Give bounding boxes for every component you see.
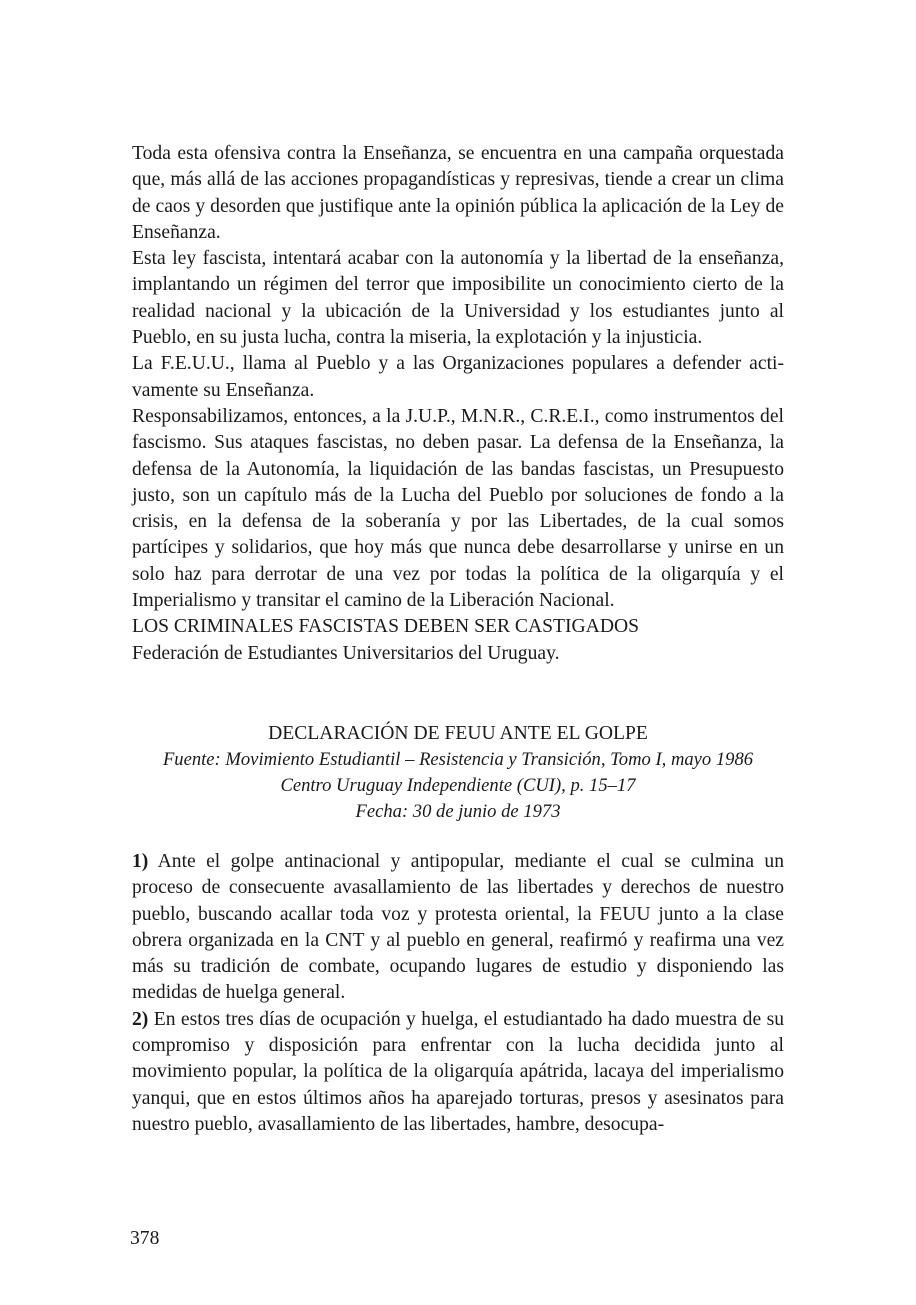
point-1 (132, 849, 784, 1007)
point-2-number: 2) (132, 1008, 149, 1030)
intro-paragraph-4: Responsabilizamos, entonces, a la J.U.P., M.N.R., C.R.E.I., como instrumentos del fascismo. Sus ataques fascistas, no deben pasar. La defensa de la Enseñanza, la defensa de la Autonomía, la liquidación de las bandas fascistas, un Presupuesto justo, son un capítulo más de la Lucha del Pueblo por soluciones de fondo a la crisis, en la defensa de la soberanía y por las Libertades, de la cual somos partícipes y solidarios, que hoy más que nunca debe desarrollarse y unirse en un solo haz para derrotar de una vez por todas la política de la oligarquía y el Imperialismo y transitar el camino de la Liberación Nacional. (132, 405, 784, 612)
page-number: 378 (130, 1228, 160, 1249)
section-body (132, 849, 784, 1138)
intro-paragraph-1: Toda esta ofensiva contra la Enseñanza, se encuentra en una campaña orquestada que, más allá de las acciones propagandísticas y represivas, tiende a crear un clima de caos y desorden que justifique ante la opinión pública la aplicación de la Ley de Enseñanza. (132, 143, 784, 243)
section-heading (132, 720, 784, 825)
section-source-line-2: Centro Uruguay Independiente (CUI), p. 15–17 (280, 774, 636, 796)
intro-paragraph-3: La F.E.U.U., llama al Pueblo y a las Organizaciones populares a defender activamente su Enseñanza. (132, 353, 784, 401)
section-date: Fecha: 30 de junio de 1973 (355, 800, 561, 822)
intro-paragraph-2: Esta ley fascista, intentará acabar con la autonomía y la libertad de la enseñanza, implantando un régimen del terror que imposibilite un conocimiento cierto de la realidad nacional y la ubicación de la Universidad y los estudiantes junto al Pueblo, en su justa lucha, contra la miseria, la explotación y la injusticia. (132, 248, 784, 349)
page-content (132, 141, 784, 1138)
point-1-text: Ante el golpe antinacional y antipopular, mediante el cual se culmina un proceso de consecuente avasallamiento de las libertades y derechos de nuestro pueblo, buscando acallar toda voz y protesta oriental, la FEUU junto a la clase obrera organizada en la CNT y al pueblo en general, reafirmó y reafirma una vez más su tradición de combate, ocupando lugares de estudio y disponiendo las medidas de huelga general. (132, 850, 784, 1004)
closing-signature: Federación de Estudiantes Universitarios del Uruguay. (132, 642, 560, 664)
point-1-number: 1) (132, 850, 149, 872)
section-title: DECLARACIÓN DE FEUU ANTE EL GOLPE (268, 722, 648, 744)
point-2 (132, 1007, 784, 1138)
closing-slogan: LOS CRIMINALES FASCISTAS DEBEN SER CASTIGADOS (132, 616, 640, 638)
section-source-line-1: Fuente: Movimiento Estudiantil – Resistencia y Transición, Tomo I, mayo 1986 (162, 748, 754, 770)
point-2-text: En estos tres días de ocupación y huelga, el estudiantado ha dado muestra de su compromiso y disposición para enfrentar con la lucha decidida junto al movimiento popular, la política de la oligarquía apátrida, lacaya del imperialismo yanqui, que en estos últimos años ha aparejado torturas, presos y asesinatos para nuestro pueblo, avasallamiento de las libertades, hambre, desocupa- (132, 1008, 784, 1135)
